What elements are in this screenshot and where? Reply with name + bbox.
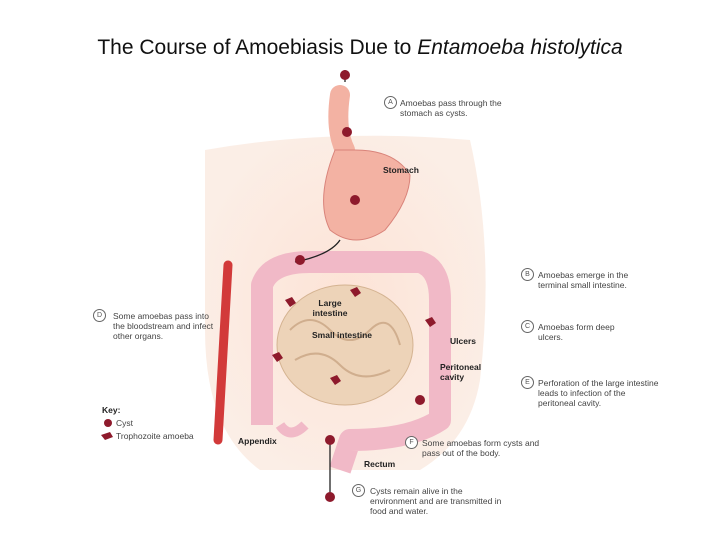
key-trophozoite-icon	[101, 432, 113, 440]
label-large-intestine: Large intestine	[312, 298, 348, 318]
step-b-text: Amoebas emerge in the terminal small intestine.	[538, 270, 629, 290]
step-d-text: Some amoebas pass into the bloodstream and infect other organs.	[113, 311, 214, 341]
label-small-intestine: Small intestine	[312, 330, 372, 340]
key-cyst-label: Cyst	[116, 418, 133, 428]
step-g-text: Cysts remain alive in the environment and are transmitted in food and water.	[370, 486, 502, 516]
step-c-text: Amoebas form deep ulcers.	[538, 322, 615, 342]
key-cyst-icon	[104, 419, 112, 427]
label-appendix: Appendix	[238, 436, 277, 446]
cyst	[340, 70, 350, 80]
step-e-marker: E	[521, 376, 534, 389]
cyst	[350, 195, 360, 205]
cyst	[325, 492, 335, 502]
label-peritoneal-cavity: Peritoneal cavity	[440, 362, 482, 382]
step-f-text: Some amoebas form cysts and pass out of the body.	[422, 438, 540, 458]
label-rectum: Rectum	[364, 459, 396, 469]
key-title: Key:	[102, 405, 121, 415]
step-g-marker: G	[352, 484, 365, 497]
label-stomach: Stomach	[383, 165, 419, 175]
label-ulcers: Ulcers	[450, 336, 476, 346]
cyst	[415, 395, 425, 405]
step-c-marker: C	[521, 320, 534, 333]
cyst	[342, 127, 352, 137]
key-trophozoite-label: Trophozoite amoeba	[116, 431, 194, 441]
step-e-text: Perforation of the large intestine leads to infection of the peritoneal cavity.	[538, 378, 659, 408]
cyst	[295, 255, 305, 265]
cyst	[325, 435, 335, 445]
step-f-marker: F	[405, 436, 418, 449]
step-d-marker: D	[93, 309, 106, 322]
step-a-marker: A	[384, 96, 397, 109]
step-a-text: Amoebas pass through the stomach as cysts.	[400, 98, 502, 118]
title-organism: Entamoeba histolytica	[417, 36, 623, 59]
title-main: The Course of Amoebiasis Due to	[97, 36, 418, 59]
step-b-marker: B	[521, 268, 534, 281]
esophagus	[338, 95, 345, 150]
